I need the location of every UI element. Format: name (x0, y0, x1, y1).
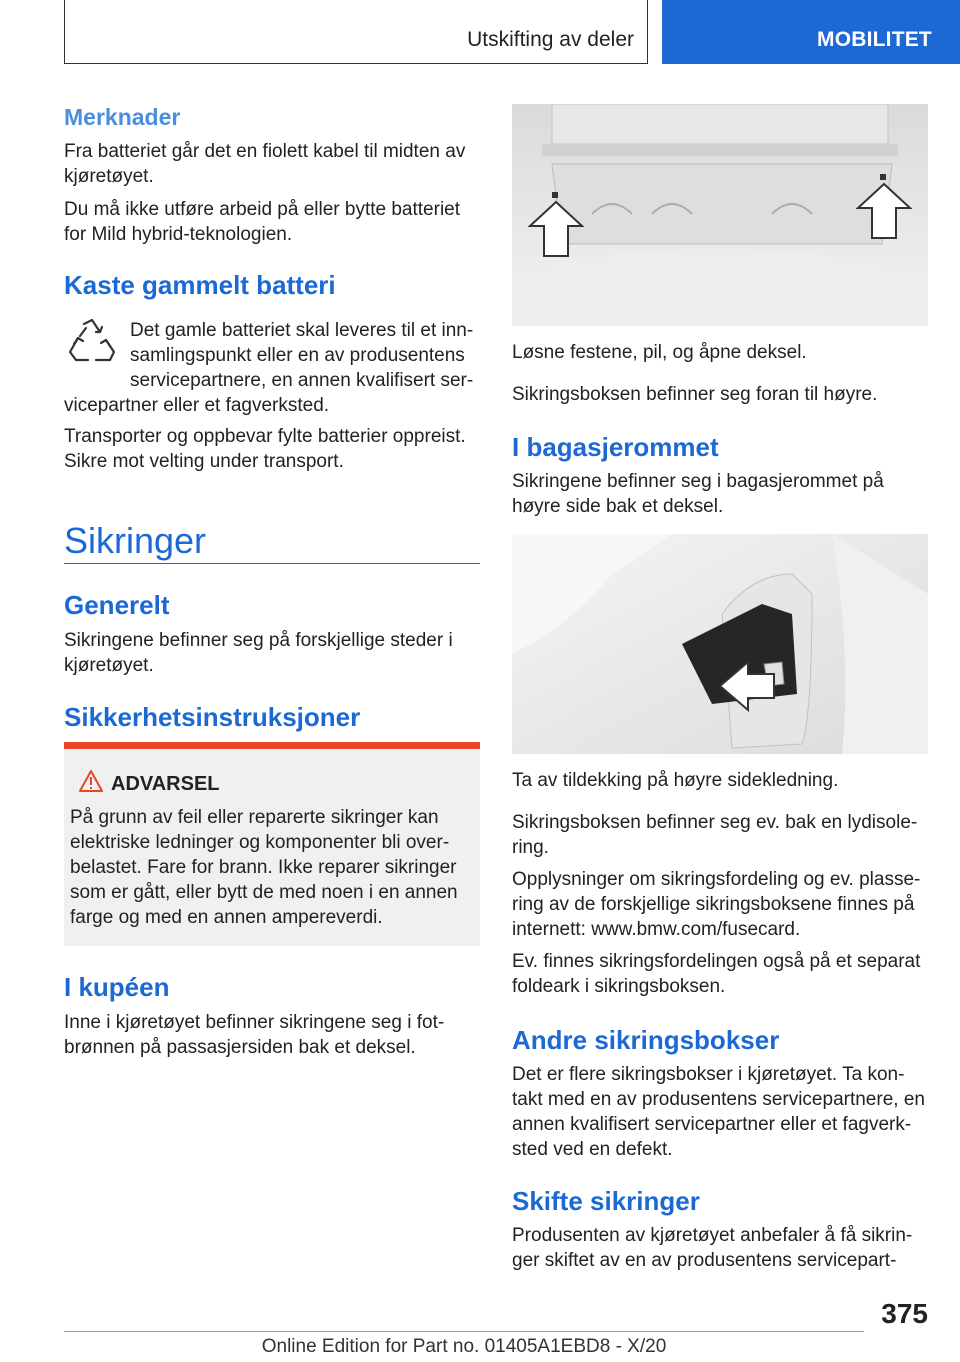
kaste-paragraph-1 (130, 318, 480, 393)
kupeen-heading: I kupéen (64, 972, 170, 1002)
kaste-line-3: servicepartnere, en annen kvalifisert ser- (130, 370, 474, 391)
skifte-paragraph: Produsenten av kjøretøyet anbefaler å få sikrin-ger skiftet av en av produsentens servicepart- (512, 1225, 913, 1271)
bagasje-paragraph: Sikringene befinner seg i bagasjerommet på høyre side bak et deksel. (512, 471, 884, 517)
merknader-paragraph-1: Fra batteriet går det en fiolett kabel til midten av kjøretøyet. (64, 141, 466, 187)
sikringer-divider (64, 563, 480, 564)
header-chapter-tab: MOBILITET (662, 0, 960, 64)
kaste-line-1: Det gamle batteriet skal leveres til et inn- (130, 320, 474, 341)
merknader-paragraph-2: Du må ikke utføre arbeid på eller bytte batteriet for Mild hybrid-teknologien. (64, 199, 461, 245)
caption-figure-2: Ta av tildekking på høyre sidekledning. (512, 770, 839, 791)
footer-divider (64, 1331, 864, 1332)
lydisolering-paragraph: Sikringsboksen befinner seg ev. bak en lydisole-ring. (512, 812, 918, 858)
kaste-line-4: vicepartner eller et fagverksted. (64, 395, 330, 416)
merknader-heading: Merknader (64, 104, 181, 130)
opplysninger-paragraph: Opplysninger om sikringsfordeling og ev. plasse-ring av de forskjellige sikringsboksene finnes på internett: www.bmw.com/fusecard. (512, 869, 921, 940)
skifte-heading: Skifte sikringer (512, 1186, 700, 1216)
bagasje-heading: I bagasjerommet (512, 432, 719, 462)
caption-figure-1: Løsne festene, pil, og åpne deksel. (512, 342, 807, 363)
recycle-icon (66, 316, 118, 372)
sikkerhet-heading: Sikkerhetsinstruksjoner (64, 702, 361, 732)
figure-trunk-cover (512, 534, 928, 754)
kaste-heading: Kaste gammelt batteri (64, 270, 336, 300)
foldeark-paragraph: Ev. finnes sikringsfordelingen også på et separat foldeark i sikringsboksen. (512, 951, 921, 997)
warning-box (64, 742, 480, 946)
generelt-paragraph: Sikringene befinner seg på forskjellige steder i kjøretøyet. (64, 630, 453, 676)
kaste-paragraph-2: Transporter og oppbevar fylte batterier oppreist. Sikre mot velting under transport. (64, 426, 466, 472)
warning-title: ADVARSEL (111, 773, 220, 795)
footer-edition: Online Edition for Part no. 01405A1EBD8 - X/20 (261, 1336, 667, 1357)
andre-paragraph: Det er flere sikringsbokser i kjøretøyet. Ta kon-takt med en av produsentens servicepartnere, en annen kvalifisert servicepartner eller et fagverk-sted ved en defekt. (512, 1064, 925, 1160)
kaste-line-2: samlingspunkt eller en av produsentens (130, 345, 465, 366)
header-section-title: Utskifting av deler (467, 28, 634, 51)
warning-text: På grunn av feil eller reparerte sikringer kan elektriske ledninger og komponenter bli over-belastet. Fare for brann. Ikke reparer sikringer som er gått, eller bytt de med noen i en annen farge og med en annen ampereverdi. (70, 807, 458, 928)
figure-fusebox-cover (512, 104, 928, 326)
sikringer-heading: Sikringer (64, 520, 207, 561)
andre-heading: Andre sikringsbokser (512, 1025, 780, 1055)
page-number: 375 (881, 1298, 928, 1329)
generelt-heading: Generelt (64, 590, 170, 620)
kupeen-paragraph: Inne i kjøretøyet befinner sikringene seg i fot-brønnen på passasjersiden bak et deksel. (64, 1012, 445, 1058)
merknader-section (64, 104, 480, 247)
fusebox-front-paragraph: Sikringsboksen befinner seg foran til høyre. (512, 384, 878, 405)
warning-triangle-icon (78, 769, 104, 793)
